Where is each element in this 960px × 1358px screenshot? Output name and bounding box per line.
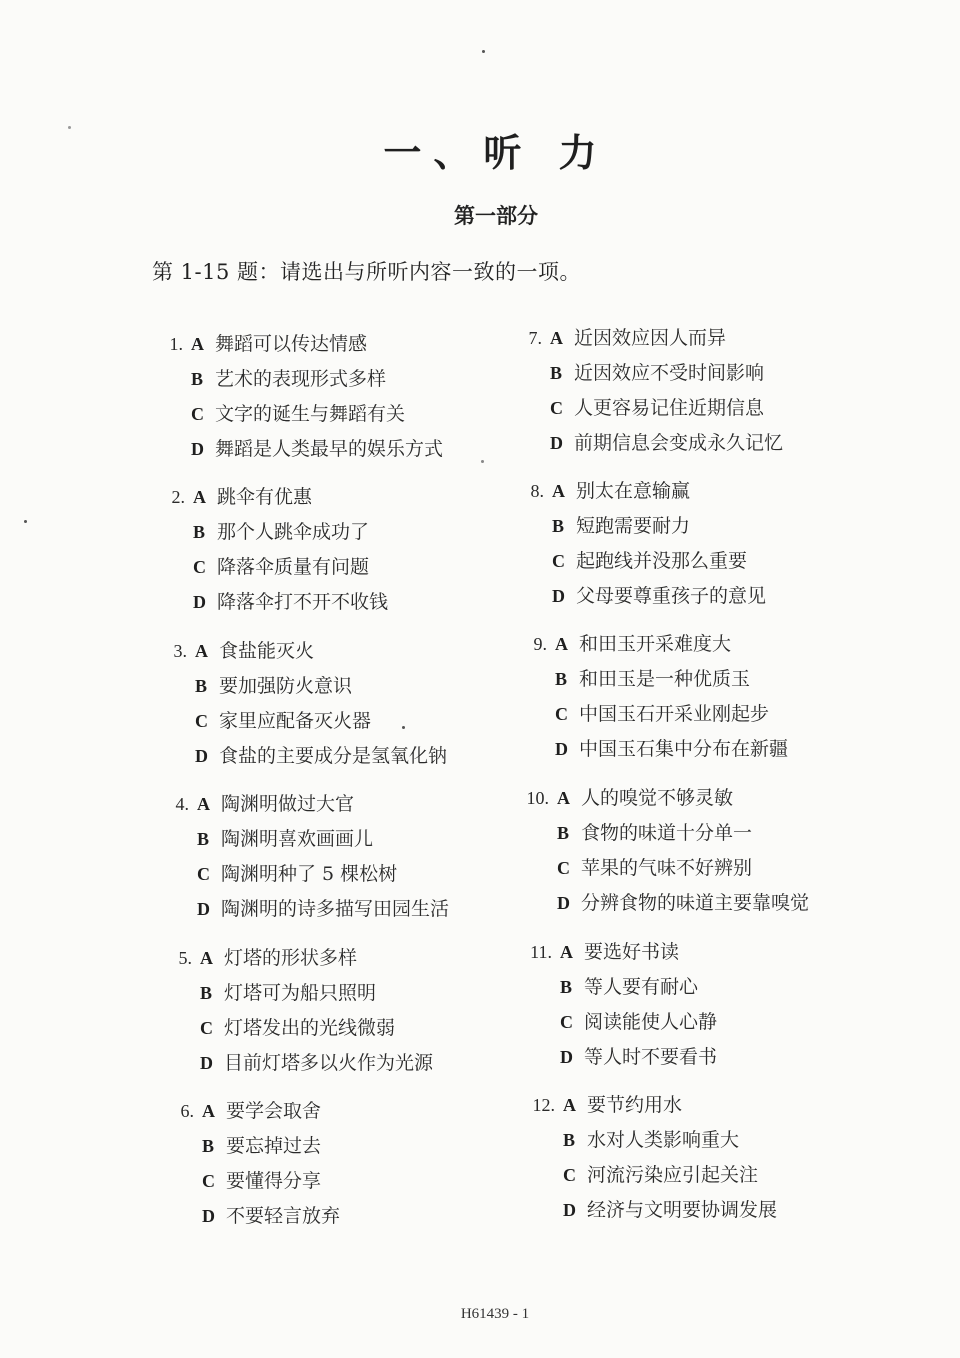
- option-letter: D: [195, 746, 208, 766]
- option-letter: B: [195, 676, 208, 696]
- option-letter: D: [197, 899, 210, 919]
- option-letter: C: [197, 864, 210, 884]
- option-text: 要忘掉过去: [226, 1135, 322, 1157]
- option-row: [193, 550, 523, 585]
- option-text: 等人时不要看书: [584, 1046, 718, 1068]
- option-text: 降落伞打不开不收钱: [217, 591, 389, 613]
- part-title: 第一部分: [454, 203, 538, 228]
- question-7: [528, 321, 880, 461]
- option-row: [563, 1193, 893, 1228]
- option-letter: B: [552, 516, 565, 536]
- question-3: [173, 634, 525, 774]
- option-text: 短跑需要耐力: [576, 515, 691, 537]
- option-row: [552, 509, 882, 544]
- option-row: [555, 732, 885, 767]
- question-5: [178, 941, 530, 1081]
- question-11: [530, 935, 890, 1075]
- option-letter: B: [550, 363, 563, 383]
- option-row: [193, 515, 523, 550]
- option-letter: A: [550, 328, 563, 348]
- option-text: 水对人类影响重大: [587, 1129, 740, 1151]
- option-letter: D: [552, 586, 565, 606]
- option-row: [563, 1158, 893, 1193]
- option-letter: A: [552, 481, 565, 501]
- option-row: [193, 585, 523, 620]
- question-number: 7.: [528, 328, 542, 348]
- option-letter: C: [550, 398, 563, 418]
- option-text: 经济与文明要协调发展: [587, 1199, 778, 1221]
- option-row: [533, 627, 885, 662]
- option-row: [532, 1088, 893, 1123]
- option-letter: B: [200, 983, 213, 1003]
- option-letter: A: [560, 942, 573, 962]
- option-row: [191, 397, 521, 432]
- option-text: 父母要尊重孩子的意见: [576, 585, 767, 607]
- option-text: 陶渊明做过大官: [221, 793, 355, 815]
- question-12: [532, 1088, 893, 1228]
- option-letter: B: [193, 522, 206, 542]
- option-row: [530, 935, 890, 970]
- option-letter: A: [555, 634, 568, 654]
- option-row: [200, 1011, 530, 1046]
- option-row: [526, 781, 887, 816]
- option-row: [178, 941, 530, 976]
- option-row: [169, 327, 521, 362]
- option-row: [557, 851, 887, 886]
- question-number: 9.: [533, 634, 547, 654]
- option-row: [195, 704, 525, 739]
- option-text: 要节约用水: [587, 1094, 683, 1116]
- option-row: [202, 1129, 532, 1164]
- option-row: [171, 480, 523, 515]
- option-letter: A: [191, 334, 204, 354]
- option-row: [195, 739, 525, 774]
- option-row: [173, 634, 525, 669]
- option-row: [180, 1094, 532, 1129]
- option-text: 和田玉开采难度大: [579, 633, 732, 655]
- option-text: 要学会取舍: [226, 1100, 322, 1122]
- option-text: 苹果的气味不好辨别: [581, 857, 753, 879]
- option-text: 和田玉是一种优质玉: [579, 668, 751, 690]
- option-letter: D: [202, 1206, 215, 1226]
- option-letter: C: [555, 704, 568, 724]
- option-row: [557, 886, 887, 921]
- option-letter: D: [555, 739, 568, 759]
- option-letter: B: [557, 823, 570, 843]
- question-10: [526, 781, 887, 921]
- option-row: [530, 474, 882, 509]
- option-text: 食盐能灭火: [219, 640, 315, 662]
- option-row: [555, 662, 885, 697]
- question-9: [533, 627, 885, 767]
- option-text: 食物的味道十分单一: [581, 822, 753, 844]
- option-row: [557, 816, 887, 851]
- option-letter: C: [557, 858, 570, 878]
- question-number: 3.: [173, 641, 187, 661]
- option-row: [191, 362, 521, 397]
- option-text: 前期信息会变成永久记忆: [574, 432, 784, 454]
- option-text: 等人要有耐心: [584, 976, 699, 998]
- option-text: 家里应配备灭火器: [219, 710, 372, 732]
- option-text: 艺术的表现形式多样: [215, 368, 387, 390]
- option-row: [563, 1123, 893, 1158]
- question-number: 4.: [175, 794, 189, 814]
- option-text: 起跑线并没那么重要: [576, 550, 748, 572]
- option-letter: D: [563, 1200, 576, 1220]
- option-row: [202, 1164, 532, 1199]
- option-text: 中国玉石集中分布在新疆: [579, 738, 789, 760]
- option-text: 陶渊明的诗多描写田园生活: [221, 898, 450, 920]
- option-letter: A: [563, 1095, 576, 1115]
- option-text: 灯塔可为船只照明: [224, 982, 377, 1004]
- option-text: 阅读能使人心静: [584, 1011, 718, 1033]
- option-letter: A: [193, 487, 206, 507]
- option-row: [191, 432, 521, 467]
- option-letter: B: [191, 369, 204, 389]
- option-letter: D: [557, 893, 570, 913]
- option-letter: B: [555, 669, 568, 689]
- option-text: 文字的诞生与舞蹈有关: [215, 403, 406, 425]
- option-letter: A: [202, 1101, 215, 1121]
- option-row: [550, 391, 880, 426]
- option-text: 人更容易记住近期信息: [574, 397, 765, 419]
- option-text: 近因效应因人而异: [574, 327, 727, 349]
- option-row: [552, 579, 882, 614]
- option-row: [550, 356, 880, 391]
- option-row: [560, 1005, 890, 1040]
- option-letter: D: [550, 433, 563, 453]
- option-row: [200, 976, 530, 1011]
- option-text: 灯塔发出的光线微弱: [224, 1017, 396, 1039]
- option-text: 舞蹈是人类最早的娱乐方式: [215, 438, 444, 460]
- option-letter: C: [195, 711, 208, 731]
- option-row: [197, 892, 527, 927]
- option-letter: D: [200, 1053, 213, 1073]
- option-row: [197, 822, 527, 857]
- option-text: 要加强防火意识: [219, 675, 353, 697]
- question-4: [175, 787, 527, 927]
- option-text: 那个人跳伞成功了: [217, 521, 370, 543]
- option-letter: B: [560, 977, 573, 997]
- option-text: 陶渊明种了 5 棵松树: [221, 863, 398, 885]
- option-text: 灯塔的形状多样: [224, 947, 358, 969]
- option-row: [195, 669, 525, 704]
- option-letter: C: [552, 551, 565, 571]
- option-text: 不要轻言放弃: [226, 1205, 341, 1227]
- option-row: [200, 1046, 530, 1081]
- option-letter: A: [200, 948, 213, 968]
- instruction-text: 第 1-15 题：请选出与所听内容一致的一项。: [152, 260, 582, 284]
- option-row: [550, 426, 880, 461]
- option-letter: C: [193, 557, 206, 577]
- option-row: [528, 321, 880, 356]
- option-text: 降落伞质量有问题: [217, 556, 370, 578]
- option-letter: A: [195, 641, 208, 661]
- option-letter: D: [193, 592, 206, 612]
- option-text: 分辨食物的味道主要靠嗅觉: [581, 892, 810, 914]
- question-number: 11.: [530, 942, 552, 962]
- question-number: 10.: [526, 788, 549, 808]
- option-letter: C: [563, 1165, 576, 1185]
- option-text: 跳伞有优惠: [217, 486, 313, 508]
- option-text: 近因效应不受时间影响: [574, 362, 765, 384]
- question-number: 6.: [180, 1101, 194, 1121]
- option-text: 别太在意输赢: [576, 480, 691, 502]
- option-letter: C: [191, 404, 204, 424]
- option-text: 食盐的主要成分是氢氧化钠: [219, 745, 448, 767]
- question-number: 5.: [178, 948, 192, 968]
- option-row: [555, 697, 885, 732]
- option-letter: A: [557, 788, 570, 808]
- option-row: [197, 857, 527, 892]
- option-text: 陶渊明喜欢画画儿: [221, 828, 374, 850]
- page-footer-code: H61439 - 1: [460, 1306, 530, 1322]
- option-letter: C: [560, 1012, 573, 1032]
- option-letter: D: [560, 1047, 573, 1067]
- option-text: 要懂得分享: [226, 1170, 322, 1192]
- question-6: [180, 1094, 532, 1234]
- option-letter: D: [191, 439, 204, 459]
- option-text: 人的嗅觉不够灵敏: [581, 787, 734, 809]
- option-letter: A: [197, 794, 210, 814]
- option-row: [560, 970, 890, 1005]
- option-letter: C: [200, 1018, 213, 1038]
- option-row: [552, 544, 882, 579]
- question-8: [530, 474, 882, 614]
- section-title: 一、听 力: [383, 130, 609, 175]
- option-row: [175, 787, 527, 822]
- option-text: 中国玉石开采业刚起步: [579, 703, 770, 725]
- option-letter: B: [563, 1130, 576, 1150]
- scan-speck: [24, 520, 27, 523]
- option-text: 河流污染应引起关注: [587, 1164, 759, 1186]
- option-text: 要选好书读: [584, 941, 680, 963]
- option-text: 舞蹈可以传达情感: [215, 333, 368, 355]
- question-number: 1.: [169, 334, 183, 354]
- question-number: 8.: [530, 481, 544, 501]
- option-letter: C: [202, 1171, 215, 1191]
- question-2: [171, 480, 523, 620]
- option-row: [560, 1040, 890, 1075]
- question-1: [169, 327, 521, 467]
- question-number: 12.: [532, 1095, 555, 1115]
- option-letter: B: [202, 1136, 215, 1156]
- option-row: [202, 1199, 532, 1234]
- option-letter: B: [197, 829, 210, 849]
- option-text: 目前灯塔多以火作为光源: [224, 1052, 434, 1074]
- scan-speck: [482, 50, 485, 53]
- question-number: 2.: [171, 487, 185, 507]
